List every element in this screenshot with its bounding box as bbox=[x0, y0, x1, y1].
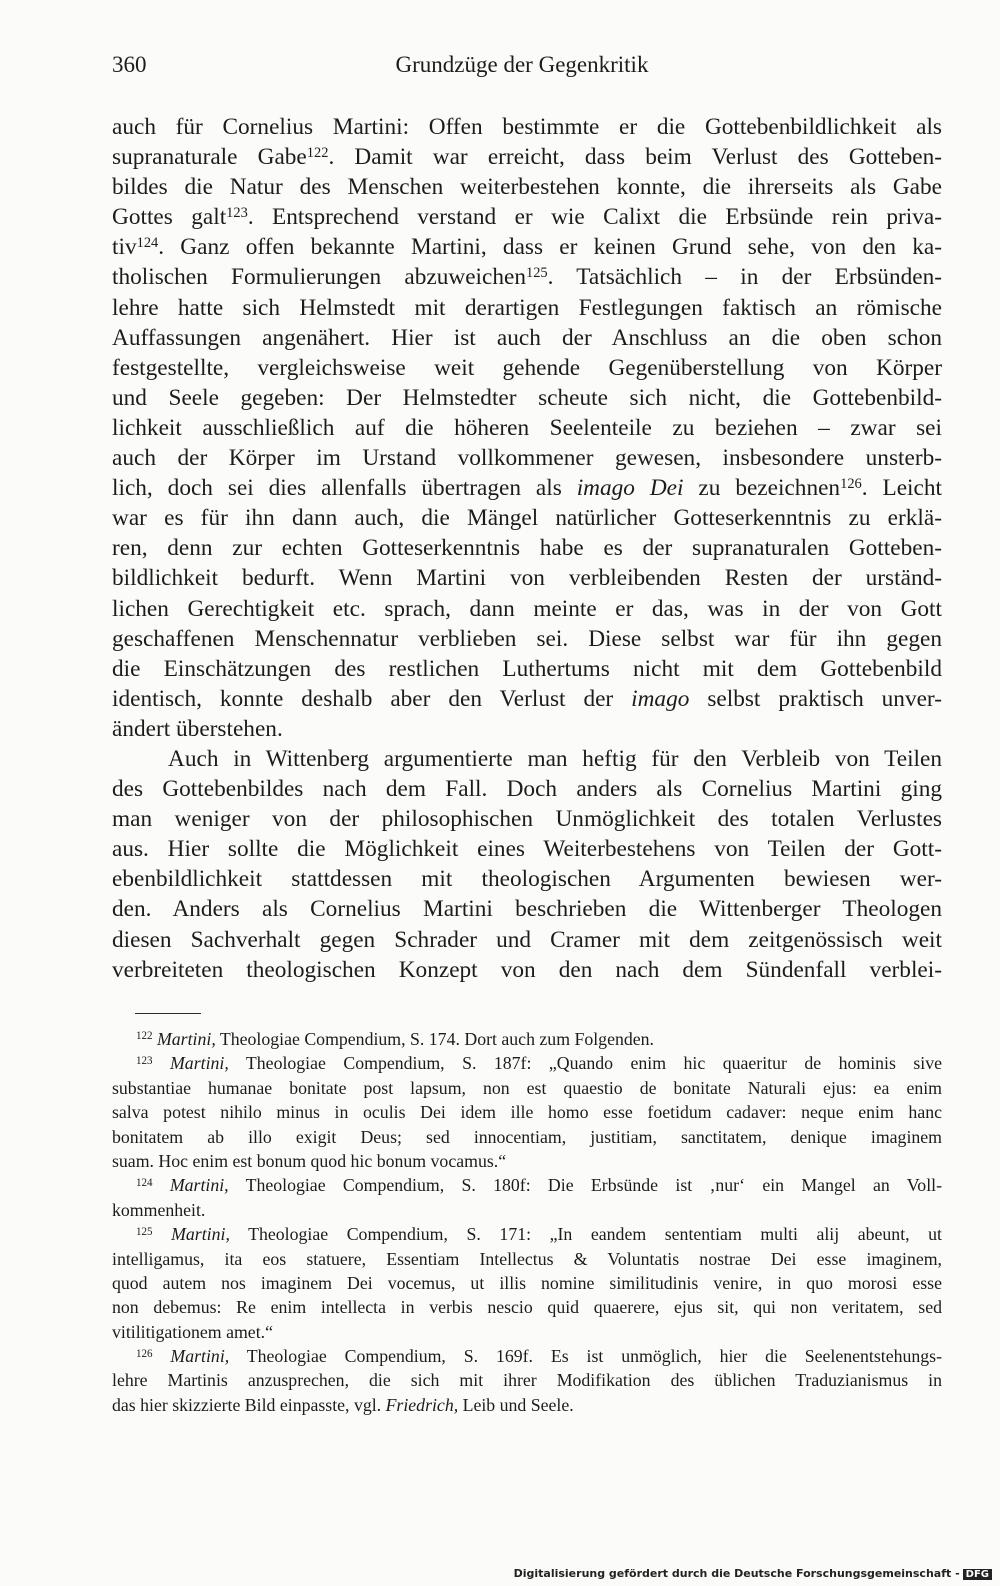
text-line: war es für ihn dann auch, die Mängel natürlicher Gotteserkenntnis zu erklä- bbox=[112, 505, 942, 532]
text-line: man weniger von der philosophischen Unmöglichkeit des totalen Verlustes bbox=[112, 806, 942, 833]
text-line: auch der Körper im Urstand vollkommener gewesen, insbesondere unsterb- bbox=[112, 445, 942, 472]
footnote-line: vitilitigationem amet.“ bbox=[112, 1321, 273, 1342]
page-header bbox=[112, 52, 932, 82]
footnote-line: kommenheit. bbox=[112, 1199, 206, 1220]
text-line: supranaturale Gabe$^{122}$. Damit war erreicht, dass beim Verlust des Gotteben- bbox=[112, 144, 942, 171]
footnote-line: substantiae humanae bonitate post lapsum, non est quaestio de bonitate Naturali ejus: ea enim bbox=[112, 1077, 942, 1098]
digitization-note: Digitalisierung gefördert durch die Deutsche Forschungsgemeinschaft - DFG bbox=[514, 1567, 992, 1580]
text-line: lehre hatte sich Helmstedt mit derartigen Festlegungen faktisch an römische bbox=[112, 294, 942, 321]
footnote-line: bonitatem ab illo exigit Deus; sed innocentiam, justitiam, sanctitatem, denique imaginem bbox=[112, 1126, 942, 1147]
footnote-line: lehre Martinis anzusprechen, die sich mit ihrer Modifikation des üblichen Traduzianismus in bbox=[112, 1370, 942, 1391]
footnote-line: intelligamus, ita eos statuere, Essentiam Intellectus & Voluntatis nostrae Dei esse imaginem, bbox=[112, 1248, 942, 1269]
text-line: lichkeit ausschließlich auf die höheren Seelenteile zu beziehen – zwar sei bbox=[112, 414, 942, 441]
footnote-ref[interactable]: 125 bbox=[525, 265, 548, 282]
text-line: aus. Hier sollte die Möglichkeit eines Weiterbestehens von Teilen der Gott- bbox=[112, 836, 942, 863]
running-head: Grundzüge der Gegenkritik bbox=[395, 52, 649, 77]
text-line: tiv$^{124}$. Ganz offen bekannte Martini, dass er keinen Grund sehe, von den ka- bbox=[112, 234, 942, 261]
text-line: die Einschätzungen des restlichen Luthertums nicht mit dem Gottebenbild bbox=[112, 655, 942, 682]
text-line: geschaffenen Menschennatur verblieben sei. Diese selbst war für ihn gegen bbox=[112, 625, 942, 652]
footnote-ref[interactable]: 122 bbox=[306, 144, 329, 161]
footnote-line: non debemus: Re enim intellecta in verbis nescio quid quaerere, ejus sit, qui non veritatem, sed bbox=[112, 1297, 942, 1318]
footnote-122: $^{122}$ Martini, Theologiae Compendium, S. 174. Dort auch zum Folgenden. bbox=[136, 1029, 654, 1049]
text-line: Gottes galt$^{123}$. Entsprechend verstand er wie Calixt die Erbsünde rein priva- bbox=[112, 204, 942, 231]
footnote-125: $^{125}$ Martini, Theologiae Compendium, S. 171: „In eandem sententiam multi alij abeunt, ut bbox=[136, 1224, 942, 1245]
text-line: festgestellte, vergleichsweise weit gehende Gegenüberstellung von Körper bbox=[112, 354, 942, 381]
footnotes bbox=[112, 1027, 942, 1417]
text-line: lichen Gerechtigkeit etc. sprach, dann meinte er das, was in der von Gott bbox=[112, 595, 942, 622]
text-line: tholischen Formulierungen abzuweichen$^{125}$. Tatsächlich – in der Erbsünden- bbox=[112, 264, 942, 291]
footnote-line: das hier skizzierte Bild einpasste, vgl. Friedrich, Leib und Seele. bbox=[112, 1394, 574, 1415]
footnote-ref[interactable]: 126 bbox=[840, 475, 862, 492]
text-line: lich, doch sei dies allenfalls übertragen als imago Dei zu bezeichnen$^{126}$. Leicht bbox=[112, 475, 942, 502]
footnote-124: $^{124}$ Martini, Theologiae Compendium, S. 180f: Die Erbsünde ist ‚nur‘ ein Mangel an Voll- bbox=[136, 1175, 942, 1196]
dfg-logo: DFG bbox=[963, 1569, 992, 1580]
text-line: identisch, konnte deshalb aber den Verlust der imago selbst praktisch unver- bbox=[112, 685, 942, 712]
footnote-line: salva potest nihilo minus in oculis Dei idem ille homo esse foetidum cadaver: neque enim hanc bbox=[112, 1102, 942, 1123]
page-number: 360 bbox=[112, 52, 147, 77]
text-line: ebenbildlichkeit stattdessen mit theologischen Argumenten bewiesen wer- bbox=[112, 866, 942, 893]
text-line: und Seele gegeben: Der Helmstedter scheute sich nicht, die Gottebenbild- bbox=[112, 384, 942, 411]
footnote-126: $^{126}$ Martini, Theologiae Compendium, S. 169f. Es ist unmöglich, hier die Seelenentstehungs- bbox=[136, 1346, 942, 1367]
footnote-123: $^{123}$ Martini, Theologiae Compendium, S. 187f: „Quando enim hic quaeritur de hominis sive bbox=[136, 1053, 942, 1074]
footnote-ref[interactable]: 123 bbox=[226, 205, 248, 222]
text-line: Auffassungen angenähert. Hier ist auch der Anschluss an die oben schon bbox=[112, 324, 942, 351]
text-line: des Gottebenbildes nach dem Fall. Doch anders als Cornelius Martini ging bbox=[112, 776, 942, 803]
text-line: ändert überstehen. bbox=[112, 715, 283, 742]
text-line: diesen Sachverhalt gegen Schrader und Cramer mit dem zeitgenössisch weit bbox=[112, 926, 942, 953]
footnote-ref[interactable]: 124 bbox=[136, 235, 159, 252]
footnote-line: suam. Hoc enim est bonum quod hic bonum vocamus.“ bbox=[112, 1150, 507, 1171]
text-line: ren, denn zur echten Gotteserkenntnis habe es der supranaturalen Gotteben- bbox=[112, 535, 942, 562]
text-line: verbreiteten theologischen Konzept von den nach dem Sündenfall verblei- bbox=[112, 956, 942, 983]
footnote-line: quod autem nos imaginem Dei vocemus, ut illis nomine similitudinis venire, in quo morosi esse bbox=[112, 1272, 942, 1293]
text-line: den. Anders als Cornelius Martini beschrieben die Wittenberger Theologen bbox=[112, 896, 942, 923]
text-line: bildes die Natur des Menschen weiterbestehen konnte, die ihrerseits als Gabe bbox=[112, 174, 942, 201]
text-line: Auch in Wittenberg argumentierte man heftig für den Verbleib von Teilen bbox=[168, 745, 942, 772]
text-line: auch für Cornelius Martini: Offen bestimmte er die Gottebenbildlichkeit als bbox=[112, 114, 942, 140]
body-text bbox=[112, 112, 942, 985]
text-line: bildlichkeit bedurft. Wenn Martini von verbleibenden Resten der urständ- bbox=[112, 565, 942, 592]
footnote-separator bbox=[135, 1013, 201, 1014]
